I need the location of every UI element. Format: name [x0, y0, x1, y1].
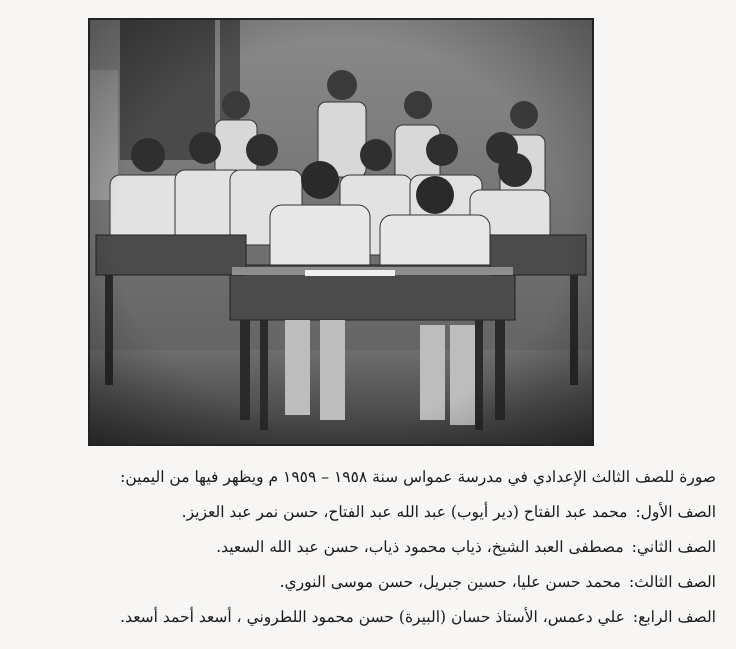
row-label: الصف الأول:	[635, 503, 716, 521]
row-names: محمد حسن عليا، حسين جبريل، حسن موسى النوري.	[279, 573, 621, 591]
class-photo	[88, 18, 594, 446]
caption-intro: صورة للصف الثالث الإعدادي في مدرسة عمواس سنة ١٩٥٨ – ١٩٥٩ م ويظهر فيها من اليمين:	[120, 468, 716, 486]
row-names: محمد عبد الفتاح (دير أيوب) عبد الله عبد الفتاح، حسن نمر عبد العزيز.	[181, 503, 628, 521]
photo-caption	[20, 460, 716, 635]
caption-row-1	[20, 495, 716, 530]
row-label: الصف الرابع:	[632, 608, 716, 626]
caption-row-4	[20, 600, 716, 635]
caption-row-3	[20, 565, 716, 600]
row-label: الصف الثالث:	[628, 573, 716, 591]
row-label: الصف الثاني:	[631, 538, 716, 556]
class-photo-drawing	[90, 20, 592, 444]
row-names: مصطفى العبد الشيخ، ذياب محمود ذياب، حسن عبد الله السعيد.	[216, 538, 624, 556]
caption-row-2	[20, 530, 716, 565]
row-names: علي دعمس، الأستاذ حسان (البيرة) حسن محمود اللطروني ، أسعد أحمد أسعد.	[120, 608, 625, 626]
